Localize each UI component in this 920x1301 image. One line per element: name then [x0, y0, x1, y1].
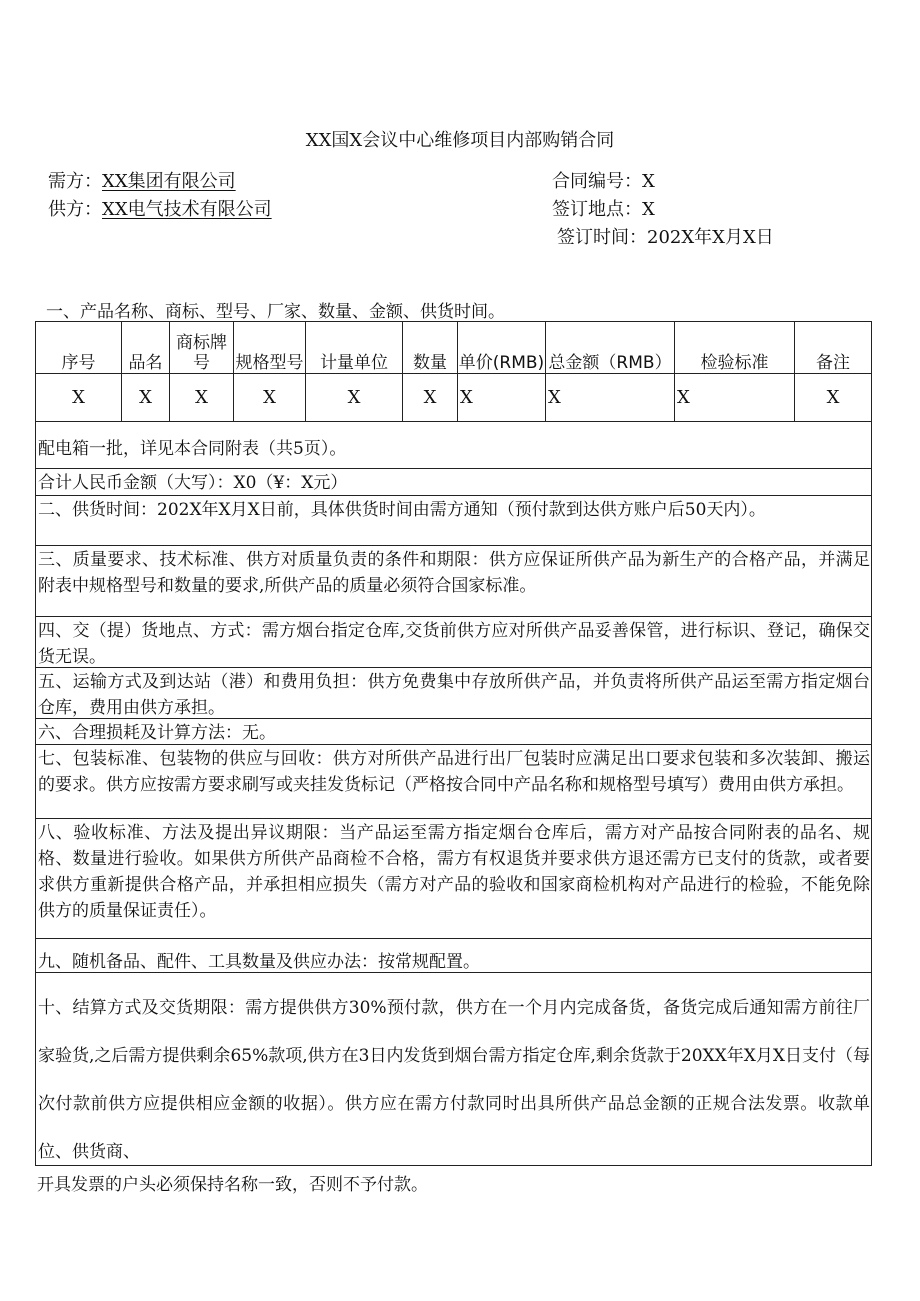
document-title: XX国X会议中心维修项目内部购销合同 — [305, 130, 615, 151]
clause-3: 三、质量要求、技术标准、供方对质量负责的条件和期限：供方应保证所供产品为新生产的合格产品，并满足附表中规格型号和数量的要求,所供产品的质量必须符合国家标准。 — [38, 550, 870, 596]
divider — [36, 667, 871, 668]
clause-9: 九、随机备品、配件、工具数量及供应办法：按常规配置。 — [38, 952, 480, 972]
total-amount: 合计人民币金额（大写）：X0（¥：X元） — [38, 473, 348, 493]
header-cell: 序号 — [36, 322, 122, 374]
product-table — [35, 321, 872, 422]
divider — [36, 938, 871, 939]
contract-number: 合同编号：X — [552, 171, 655, 192]
table-row — [36, 374, 872, 422]
table-cell: X — [458, 374, 546, 422]
section1-heading: 一、产品名称、商标、型号、厂家、数量、金额、供货时间。 — [46, 302, 505, 322]
trailing-text: 开具发票的户头必须保持名称一致，否则不予付款。 — [37, 1175, 428, 1195]
divider — [36, 468, 871, 469]
clause-4: 四、交（提）货地点、方式：需方烟台指定仓库,交货前供方应对所供产品妥善保管，进行标识、登记，确保交货无误。 — [38, 621, 870, 667]
buyer-name: XX集团有限公司 — [102, 171, 236, 192]
sign-time: 签订时间：202X年X月X日 — [557, 227, 774, 248]
header-cell: 单价(RMB) — [458, 322, 546, 374]
divider — [36, 718, 871, 719]
clause-10: 十、结算方式及交货期限：需方提供供方30%预付款，供方在一个月内完成备货，备货完成后通知需方前往厂家验货,之后需方提供剩余65%款项,供方在3日内发货到烟台需方指定仓库,剩余货款于20XX年X月X日支付（每次付款前供方应提供相应金额的收据）。供方应在需方付款同时出具所供产品总金额的正规合法发票。收款单位、供货商、 — [38, 998, 870, 1162]
divider — [36, 545, 871, 546]
header-cell: 计量单位 — [306, 322, 403, 374]
table-cell: X — [675, 374, 795, 422]
sign-place: 签订地点：X — [552, 199, 655, 220]
header-cell: 规格型号 — [234, 322, 306, 374]
header-cell: 数量 — [403, 322, 458, 374]
divider — [36, 972, 871, 973]
clause-2: 二、供货时间：202X年X月X日前，具体供货时间由需方通知（预付款到达供方账户后50天内）。 — [38, 500, 766, 520]
clause-6: 六、合理损耗及计算方法：无。 — [38, 723, 276, 743]
divider — [36, 818, 871, 819]
buyer-label: 需方： — [48, 171, 102, 192]
supplier-line — [48, 195, 272, 221]
supplier-label: 供方： — [48, 199, 102, 220]
table-cell: X — [234, 374, 306, 422]
table-cell: X — [546, 374, 675, 422]
table-cell: X — [795, 374, 872, 422]
table-cell: X — [36, 374, 122, 422]
table-cell: X — [170, 374, 234, 422]
table-cell: X — [403, 374, 458, 422]
table-header-row — [36, 322, 872, 374]
header-cell: 备注 — [795, 322, 872, 374]
clause-8: 八、验收标准、方法及提出异议期限：当产品运至需方指定烟台仓库后，需方对产品按合同附表的品名、规格、数量进行验收。如果供方所供产品商检不合格，需方有权退货并要求供方退还需方已支付的货款，或者要求供方重新提供合格产品，并承担相应损失（需方对产品的验收和国家商检机构对产品进行的检验，不能免除供方的质量保证责任）。 — [38, 823, 870, 921]
header-cell: 总金额（RMB） — [546, 322, 675, 374]
header-cell: 品名 — [122, 322, 170, 374]
clauses-box — [35, 420, 872, 1166]
clause-7: 七、包装标准、包装物的供应与回收：供方对所供产品进行出厂包装时应满足出口要求包装和多次装卸、搬运的要求。供方应按需方要求刷写或夹挂发货标记（严格按合同中产品名称和规格型号填写）费用由供方承担。 — [38, 749, 870, 795]
divider — [36, 616, 871, 617]
header-cell: 检验标准 — [675, 322, 795, 374]
supplier-name: XX电气技术有限公司 — [102, 199, 272, 220]
table-cell: X — [306, 374, 403, 422]
header-cell: 商标牌号 — [170, 322, 234, 374]
divider — [36, 495, 871, 496]
attachment-note: 配电箱一批，详见本合同附表（共5页）。 — [38, 439, 347, 459]
table-cell: X — [122, 374, 170, 422]
buyer-line — [48, 167, 236, 193]
clause-5: 五、运输方式及到达站（港）和费用负担：供方免费集中存放所供产品，并负责将所供产品运至需方指定烟台仓库，费用由供方承担。 — [38, 672, 870, 718]
divider — [36, 744, 871, 745]
